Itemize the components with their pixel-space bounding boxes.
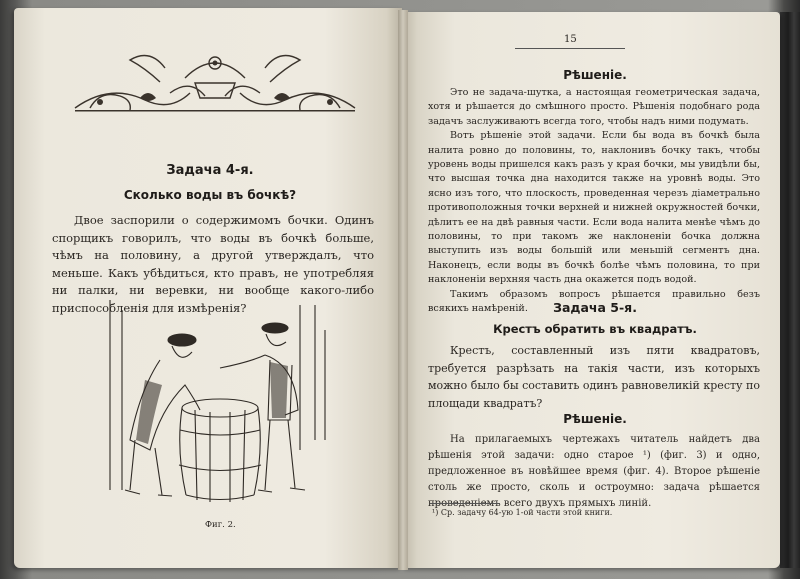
- page-number: 15: [564, 34, 577, 45]
- solution-4-text: [428, 86, 760, 317]
- solution-5-paragraph: На прилагаемыхъ чертежахъ читатель найдетъ два рѣшенія этой задачи: одно старое ¹) (фиг. 3) и одно, предложенное въ новѣйшее время (фиг. 4). Второе рѣшеніе столь же просто, сколь и остроумно: задача рѣшается проведеніемъ всего двухъ прямыхъ линій.: [428, 434, 760, 509]
- footnote: ¹) Ср. задачу 64-ую 1-ой части этой книги.: [432, 508, 613, 517]
- solution-4-paragraph-1: Это не задача-шутка, а настоящая геометрическая задача, хотя и рѣшается до смѣшного просто. Рѣшенія подобнаго рода задачъ заслуживаютъ всегда того, чтобы надъ ними подумать.: [428, 87, 760, 127]
- footnote-rule: [430, 503, 500, 504]
- figure-2-illustration: [100, 290, 340, 510]
- decorative-ornament-header: [70, 38, 360, 116]
- problem-5-subtitle: Крестъ обратить въ квадратъ.: [493, 322, 697, 336]
- problem-4-title: Задача 4-я.: [166, 163, 254, 178]
- page-number-rule: [515, 48, 625, 49]
- problem-5-text: [428, 342, 760, 412]
- solution-4-paragraph-3: Такимъ образомъ вопросъ рѣшается правильно безъ всякихъ намѣреній.: [428, 288, 760, 315]
- book-binding-edge: [780, 12, 800, 568]
- solution-5-title: Рѣшеніе.: [563, 412, 627, 426]
- solution-5-text: [428, 432, 760, 512]
- problem-4-paragraph: Двое заспорили о содержимомъ бочки. Одинъ спорщикъ говорилъ, что воды въ бочкѣ больше, чѣмъ на половину, а другой утверждалъ, что меньше. Какъ убѣдиться, кто правъ, не употребляя ни палки, ни веревки, ни вообще какого-либо приспособленія для измѣренія?: [52, 213, 374, 315]
- solution-4-title: Рѣшеніе.: [563, 68, 627, 82]
- problem-5-paragraph: Крестъ, составленный изъ пяти квадратовъ, требуется разрѣзать на такія части, изъ которыхъ можно было бы составить одинъ равновеликій кресту по площади квадратъ?: [428, 344, 760, 410]
- figure-2-caption: Фиг. 2.: [205, 520, 236, 530]
- problem-4-subtitle: Сколько воды въ бочкѣ?: [123, 188, 297, 202]
- book-spine-gutter: [398, 10, 408, 570]
- solution-4-paragraph-2: Вотъ рѣшеніе этой задачи. Если бы вода въ бочкѣ была налита ровно до половины, то, наклонивъ бочку такъ, чтобы уровень воды пришелся какъ разъ у края бочки, мы увидѣли бы, что высшая точка дна находится также на уровнѣ воды. Это ясно изъ того, что плоскость, проведенная черезъ діаметрально противоположныя точки верхней и нижней окружностей бочки, дѣлитъ ее на двѣ равныя части. Если вода налита менѣе чѣмъ до половины, то при такомъ же наклоненіи бочка должна выступить изъ воды большій или меньшій сегментъ дна. Наконецъ, если воды въ бочкѣ болѣе чѣмъ половина, то при наклоненіи верхняя часть дна окажется подъ водой.: [428, 130, 760, 286]
- problem-5-title: Задача 5-я.: [553, 300, 637, 315]
